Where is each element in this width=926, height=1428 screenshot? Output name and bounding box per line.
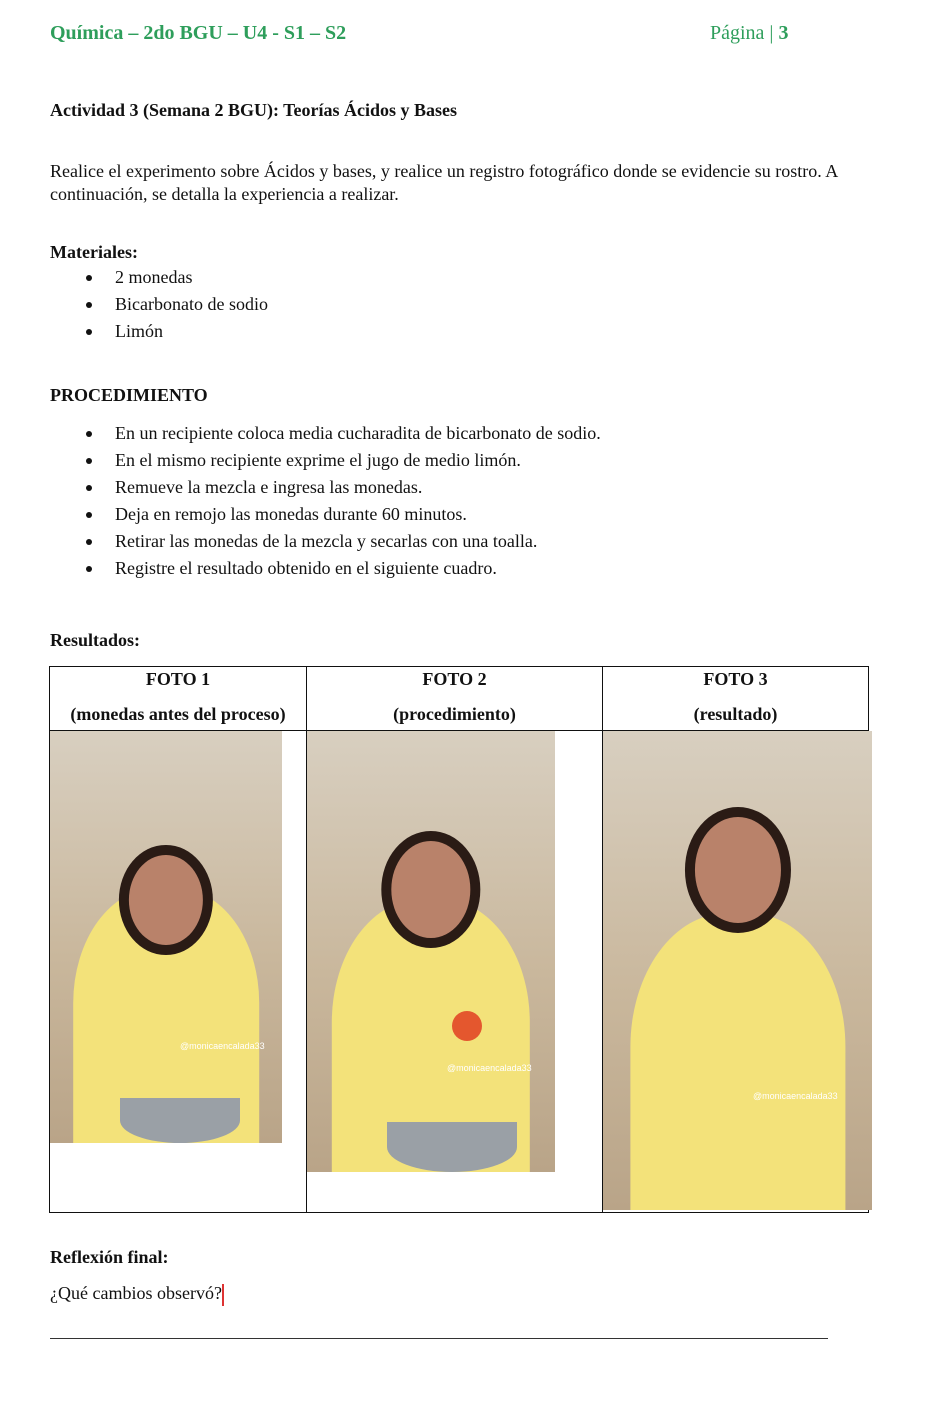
list-item: En el mismo recipiente exprime el jugo de medio limón. xyxy=(50,447,601,474)
page-label: Página | xyxy=(710,22,779,44)
intro-paragraph: Realice el experimento sobre Ácidos y bases, y realice un registro fotográfico donde se evidencie su rostro. A continuación, se detalla la experiencia a realizar. xyxy=(50,161,838,204)
watermark: @monicaencalada33 xyxy=(447,1063,532,1073)
materials-list xyxy=(50,264,268,345)
list-item: 2 monedas xyxy=(50,264,268,291)
activity-title: Actividad 3 (Semana 2 BGU): Teorías Ácidos y Bases xyxy=(50,100,458,120)
procedure-heading: PROCEDIMIENTO xyxy=(50,385,208,405)
foto3-header: FOTO 3 (resultado) xyxy=(603,667,869,731)
list-item: Registre el resultado obtenido en el siguiente cuadro. xyxy=(50,555,601,582)
photo-1 xyxy=(50,731,282,1143)
list-item: En un recipiente coloca media cucharadita de bicarbonato de sodio. xyxy=(50,420,601,447)
list-item: Bicarbonato de sodio xyxy=(50,291,268,318)
list-item: Limón xyxy=(50,318,268,345)
header-title: Química – 2do BGU – U4 - S1 – S2 xyxy=(50,22,347,44)
results-heading: Resultados: xyxy=(50,630,141,650)
watermark: @monicaencalada33 xyxy=(753,1091,838,1101)
question-text: ¿Qué cambios observó? xyxy=(50,1283,222,1303)
page-indicator xyxy=(710,22,788,45)
list-item: Remueve la mezcla e ingresa las monedas. xyxy=(50,474,601,501)
watermark: @monicaencalada33 xyxy=(180,1041,265,1051)
procedure-list xyxy=(50,420,601,582)
list-item: Deja en remojo las monedas durante 60 minutos. xyxy=(50,501,601,528)
text-cursor xyxy=(222,1284,224,1306)
list-item: Retirar las monedas de la mezcla y secarlas con una toalla. xyxy=(50,528,601,555)
reflection-heading: Reflexión final: xyxy=(50,1247,169,1267)
reflection-question[interactable] xyxy=(50,1283,224,1306)
materials-heading: Materiales: xyxy=(50,242,138,262)
photo-3 xyxy=(603,731,872,1210)
page-number: 3 xyxy=(778,22,789,44)
photo-2 xyxy=(307,731,555,1172)
foto1-header: FOTO 1 (monedas antes del proceso) xyxy=(50,667,307,731)
answer-line[interactable] xyxy=(50,1338,828,1339)
foto2-header: FOTO 2 (procedimiento) xyxy=(307,667,603,731)
